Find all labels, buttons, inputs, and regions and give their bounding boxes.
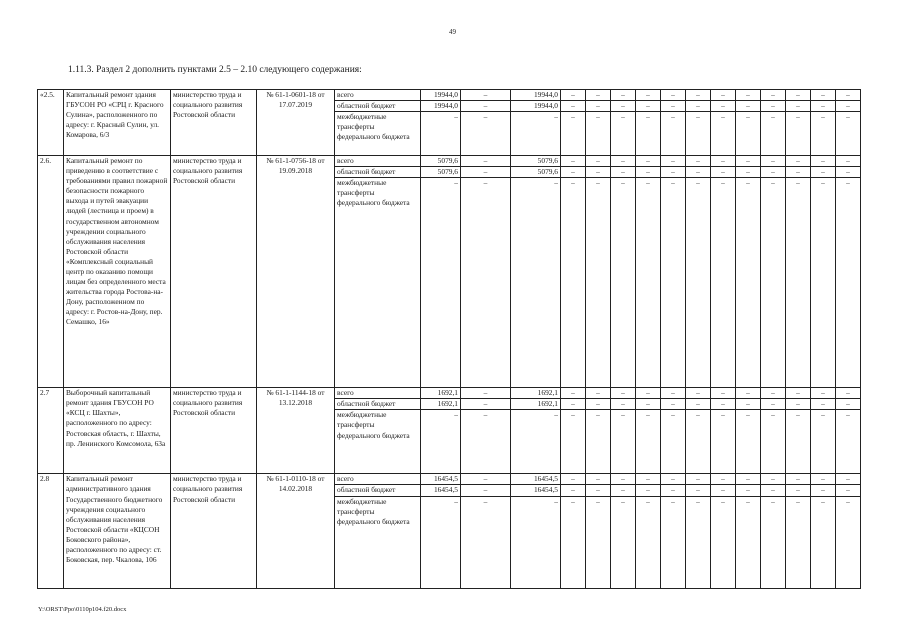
year-amount: – — [611, 496, 636, 588]
year-amount: – — [511, 112, 561, 156]
funding-source: межбюджетные трансферты федерального бюджета — [335, 496, 421, 588]
total-amount: 16454,5 — [421, 474, 461, 485]
table-row — [38, 156, 861, 167]
year-amount: – — [661, 156, 686, 167]
year-amount: – — [736, 156, 761, 167]
year-amount: – — [636, 399, 661, 410]
year-amount: – — [811, 90, 836, 101]
year-amount: – — [636, 178, 661, 388]
year-amount: 19944,0 — [511, 101, 561, 112]
year-amount: – — [836, 167, 861, 178]
year-amount: – — [461, 388, 511, 399]
total-amount: – — [421, 112, 461, 156]
funding-source: межбюджетные трансферты федерального бюджета — [335, 410, 421, 474]
year-amount: – — [461, 496, 511, 588]
year-amount: – — [636, 388, 661, 399]
responsible-ministry: министерство труда и социального развития Ростовской области — [171, 90, 257, 156]
year-amount: – — [761, 410, 786, 474]
year-amount: – — [661, 112, 686, 156]
year-amount: – — [561, 156, 586, 167]
year-amount: – — [636, 112, 661, 156]
year-amount: – — [561, 112, 586, 156]
year-amount: – — [711, 90, 736, 101]
year-amount: – — [561, 167, 586, 178]
year-amount: – — [786, 485, 811, 496]
year-amount: – — [736, 178, 761, 388]
year-amount: – — [736, 474, 761, 485]
year-amount: – — [836, 399, 861, 410]
year-amount: – — [711, 485, 736, 496]
year-amount: – — [686, 388, 711, 399]
year-amount: – — [586, 101, 611, 112]
year-amount: – — [461, 474, 511, 485]
year-amount: – — [786, 101, 811, 112]
year-amount: – — [811, 178, 836, 388]
funding-source: всего — [335, 90, 421, 101]
year-amount: – — [786, 474, 811, 485]
year-amount: – — [811, 112, 836, 156]
year-amount: 1692,1 — [511, 388, 561, 399]
year-amount: – — [686, 410, 711, 474]
year-amount: – — [661, 167, 686, 178]
year-amount: – — [611, 90, 636, 101]
object-description: Капитальный ремонт здания ГБУСОН РО «СРЦ г. Красного Сулина», расположенного по адресу: г. Красный Сулин, ул. Комарова, 6/3 — [64, 90, 171, 156]
page-number: 49 — [449, 28, 456, 36]
funding-source: межбюджетные трансферты федерального бюджета — [335, 112, 421, 156]
year-amount: 5079,6 — [511, 156, 561, 167]
year-amount: – — [561, 496, 586, 588]
year-amount: – — [586, 178, 611, 388]
year-amount: – — [711, 112, 736, 156]
responsible-ministry: министерство труда и социального развития Ростовской области — [171, 388, 257, 474]
year-amount: – — [511, 496, 561, 588]
year-amount: – — [711, 474, 736, 485]
year-amount: – — [786, 156, 811, 167]
year-amount: – — [611, 410, 636, 474]
row-number: 2.6. — [38, 156, 64, 388]
year-amount: – — [736, 112, 761, 156]
year-amount: – — [611, 167, 636, 178]
document-reference: № 61-1-1144-18 от 13.12.2018 — [257, 388, 335, 474]
year-amount: – — [461, 156, 511, 167]
year-amount: – — [836, 90, 861, 101]
year-amount: – — [611, 474, 636, 485]
total-amount: 19944,0 — [421, 90, 461, 101]
year-amount: – — [786, 496, 811, 588]
year-amount: – — [811, 485, 836, 496]
document-reference: № 61-1-0601-18 от 17.07.2019 — [257, 90, 335, 156]
total-amount: 1692,1 — [421, 399, 461, 410]
year-amount: – — [611, 101, 636, 112]
funding-source: всего — [335, 156, 421, 167]
year-amount: – — [461, 410, 511, 474]
year-amount: – — [836, 112, 861, 156]
year-amount: – — [586, 156, 611, 167]
year-amount: – — [811, 101, 836, 112]
year-amount: – — [736, 90, 761, 101]
total-amount: 1692,1 — [421, 388, 461, 399]
year-amount: – — [686, 474, 711, 485]
year-amount: – — [611, 485, 636, 496]
year-amount: – — [836, 388, 861, 399]
year-amount: – — [786, 90, 811, 101]
year-amount: – — [711, 399, 736, 410]
year-amount: – — [836, 485, 861, 496]
year-amount: – — [561, 388, 586, 399]
table-row — [38, 90, 861, 101]
year-amount: – — [636, 156, 661, 167]
year-amount: – — [786, 410, 811, 474]
year-amount: – — [711, 178, 736, 388]
year-amount: – — [561, 101, 586, 112]
year-amount: 19944,0 — [511, 90, 561, 101]
year-amount: – — [586, 112, 611, 156]
row-number: 2.8 — [38, 474, 64, 588]
funding-source: всего — [335, 474, 421, 485]
total-amount: 5079,6 — [421, 167, 461, 178]
year-amount: – — [586, 474, 611, 485]
year-amount: 16454,5 — [511, 474, 561, 485]
year-amount: – — [611, 399, 636, 410]
year-amount: – — [761, 388, 786, 399]
object-description: Капитальный ремонт административного здания Государственного бюджетного учреждения социального обслуживания населения Ростовской области «КЦСОН Боковского района», расположенного по адресу: ст. Боковская, пер. Чкалова, 106 — [64, 474, 171, 588]
year-amount: – — [461, 399, 511, 410]
year-amount: – — [661, 90, 686, 101]
year-amount: – — [761, 112, 786, 156]
year-amount: – — [761, 496, 786, 588]
funding-source: межбюджетные трансферты федерального бюджета — [335, 178, 421, 388]
total-amount: – — [421, 410, 461, 474]
year-amount: – — [661, 388, 686, 399]
year-amount: – — [736, 399, 761, 410]
year-amount: – — [686, 112, 711, 156]
year-amount: – — [736, 496, 761, 588]
year-amount: – — [661, 410, 686, 474]
year-amount: – — [461, 101, 511, 112]
object-description: Выборочный капитальный ремонт здания ГБУСОН РО «КСЦ г. Шахты», расположенного по адресу: Ростовская область, г. Шахты, пр. Ленинского Комсомола, 63а — [64, 388, 171, 474]
year-amount: – — [511, 178, 561, 388]
document-reference: № 61-1-0110-18 от 14.02.2018 — [257, 474, 335, 588]
year-amount: – — [461, 178, 511, 388]
year-amount: – — [636, 496, 661, 588]
year-amount: – — [811, 167, 836, 178]
funding-source: всего — [335, 388, 421, 399]
year-amount: – — [636, 101, 661, 112]
year-amount: – — [786, 167, 811, 178]
year-amount: – — [636, 485, 661, 496]
funding-source: областной бюджет — [335, 399, 421, 410]
table-row — [38, 388, 861, 399]
year-amount: – — [586, 399, 611, 410]
object-description: Капитальный ремонт по приведению в соответствие с требованиями правил пожарной безопасности пожарного выхода и путей эвакуации людей (лестница и проем) в государственном автономном учреждении социального обслуживания населения Ростовской области «Комплексный социальный центр по оказанию помощи лицам без определенного места жительства города Ростова-на-Дону, расположенном по адресу: г. Ростов-на-Дону, пер. Семашко, 16» — [64, 156, 171, 388]
year-amount: – — [461, 90, 511, 101]
table-row — [38, 474, 861, 485]
year-amount: – — [611, 388, 636, 399]
year-amount: – — [786, 112, 811, 156]
year-amount: – — [811, 496, 836, 588]
total-amount: – — [421, 178, 461, 388]
year-amount: – — [661, 399, 686, 410]
year-amount: – — [836, 178, 861, 388]
year-amount: – — [586, 410, 611, 474]
total-amount: – — [421, 496, 461, 588]
responsible-ministry: министерство труда и социального развития Ростовской области — [171, 474, 257, 588]
year-amount: – — [586, 167, 611, 178]
year-amount: – — [561, 399, 586, 410]
year-amount: 16454,5 — [511, 485, 561, 496]
year-amount: – — [686, 101, 711, 112]
year-amount: – — [811, 410, 836, 474]
year-amount: – — [761, 167, 786, 178]
year-amount: – — [561, 90, 586, 101]
year-amount: – — [561, 410, 586, 474]
funding-source: областной бюджет — [335, 167, 421, 178]
year-amount: – — [461, 112, 511, 156]
year-amount: – — [586, 90, 611, 101]
year-amount: – — [811, 474, 836, 485]
year-amount: – — [736, 410, 761, 474]
year-amount: – — [661, 485, 686, 496]
year-amount: – — [611, 178, 636, 388]
year-amount: – — [586, 485, 611, 496]
total-amount: 16454,5 — [421, 485, 461, 496]
year-amount: – — [761, 399, 786, 410]
year-amount: – — [611, 156, 636, 167]
year-amount: – — [661, 101, 686, 112]
year-amount: – — [711, 167, 736, 178]
year-amount: – — [686, 90, 711, 101]
year-amount: – — [786, 388, 811, 399]
year-amount: – — [836, 101, 861, 112]
year-amount: – — [786, 399, 811, 410]
year-amount: – — [661, 178, 686, 388]
year-amount: – — [636, 410, 661, 474]
responsible-ministry: министерство труда и социального развития Ростовской области — [171, 156, 257, 388]
funding-source: областной бюджет — [335, 485, 421, 496]
year-amount: – — [736, 167, 761, 178]
document-reference: № 61-1-0756-18 от 19.09.2018 — [257, 156, 335, 388]
year-amount: – — [686, 167, 711, 178]
year-amount: – — [736, 388, 761, 399]
file-path-footer: Y:\ORST\Ppo\0110p104.f20.docx — [38, 606, 127, 613]
year-amount: – — [586, 388, 611, 399]
year-amount: – — [761, 90, 786, 101]
year-amount: – — [461, 167, 511, 178]
row-number: «2.5. — [38, 90, 64, 156]
year-amount: – — [836, 496, 861, 588]
year-amount: – — [761, 156, 786, 167]
year-amount: – — [811, 399, 836, 410]
program-table — [37, 89, 861, 589]
total-amount: 19944,0 — [421, 101, 461, 112]
year-amount: – — [661, 474, 686, 485]
year-amount: – — [786, 178, 811, 388]
year-amount: – — [736, 485, 761, 496]
year-amount: – — [761, 474, 786, 485]
year-amount: – — [636, 167, 661, 178]
row-number: 2.7 — [38, 388, 64, 474]
year-amount: – — [836, 156, 861, 167]
year-amount: – — [586, 496, 611, 588]
year-amount: – — [511, 410, 561, 474]
year-amount: – — [736, 101, 761, 112]
year-amount: – — [711, 388, 736, 399]
year-amount: 5079,6 — [511, 167, 561, 178]
year-amount: – — [561, 474, 586, 485]
year-amount: – — [711, 101, 736, 112]
year-amount: – — [686, 496, 711, 588]
year-amount: – — [661, 496, 686, 588]
funding-source: областной бюджет — [335, 101, 421, 112]
year-amount: – — [561, 485, 586, 496]
year-amount: – — [711, 410, 736, 474]
year-amount: – — [711, 156, 736, 167]
total-amount: 5079,6 — [421, 156, 461, 167]
section-heading: 1.11.3. Раздел 2 дополнить пунктами 2.5 – 2.10 следующего содержания: — [68, 65, 362, 75]
year-amount: – — [711, 496, 736, 588]
year-amount: – — [761, 101, 786, 112]
year-amount: – — [836, 410, 861, 474]
year-amount: – — [686, 485, 711, 496]
year-amount: – — [461, 485, 511, 496]
year-amount: – — [811, 156, 836, 167]
year-amount: – — [686, 399, 711, 410]
year-amount: – — [836, 474, 861, 485]
year-amount: – — [761, 485, 786, 496]
year-amount: 1692,1 — [511, 399, 561, 410]
year-amount: – — [811, 388, 836, 399]
year-amount: – — [686, 178, 711, 388]
year-amount: – — [561, 178, 586, 388]
year-amount: – — [636, 90, 661, 101]
year-amount: – — [611, 112, 636, 156]
year-amount: – — [761, 178, 786, 388]
year-amount: – — [686, 156, 711, 167]
year-amount: – — [636, 474, 661, 485]
